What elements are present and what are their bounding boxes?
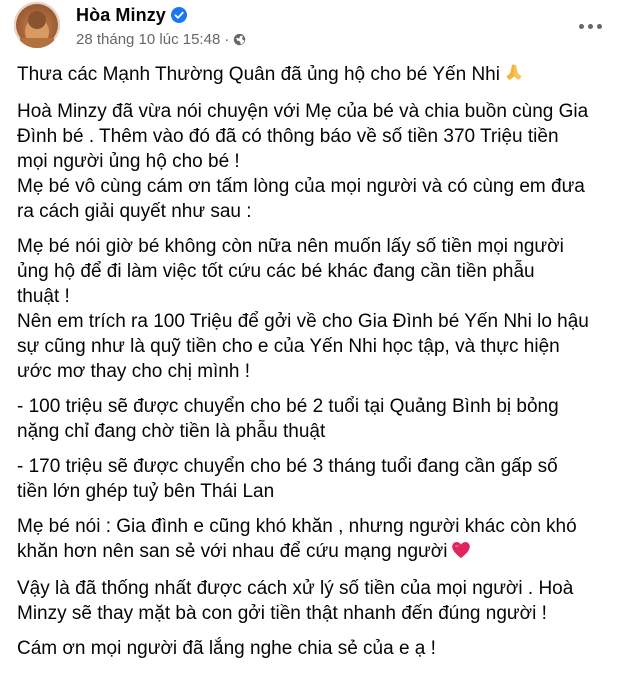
text-line: mọi người ủng hộ cho bé ! [17,151,240,172]
post-timestamp[interactable]: 28 tháng 10 lúc 15:48 [76,30,221,48]
red-heart-emoji [451,541,471,566]
text-line: Cám ơn mọi người đã lắng nghe chia sẻ của e ạ ! [17,638,436,659]
text-line: Vậy là đã thống nhất được cách xử lý số tiền của mọi người . Hoà [17,578,574,599]
text-line: tiền lớn ghép tuỷ bên Thái Lan [17,481,275,502]
text-line: Mẹ bé vô cùng cám ơn tấm lòng của mọi người và có cùng em đưa [17,176,585,197]
post-paragraph [17,62,613,89]
text-line: sự cũng như là quỹ tiền cho e của Yến Nhi học tập, và thực hiện [17,336,560,357]
text-line: Hoà Minzy đã vừa nói chuyện với Mẹ của bé và chia buồn cùng Gia [17,101,589,122]
post-header [0,0,620,56]
text-line: - 100 triệu sẽ được chuyển cho bé 2 tuổi tại Quảng Bình bị bỏng [17,396,559,417]
text-line: - 170 triệu sẽ được chuyển cho bé 3 tháng tuổi đang cần gấp số [17,456,558,477]
author-name[interactable]: Hòa Minzy [76,4,166,25]
author-line [76,3,187,27]
text-line: Nên em trích ra 100 Triệu để gởi về cho Gia Đình bé Yến Nhi lo hậu [17,311,589,332]
text-line: ước mơ thay cho chị mình ! [17,361,250,382]
post-paragraph [17,394,613,444]
more-options-button[interactable] [572,8,608,44]
post-paragraph [17,576,613,626]
folded-hands-emoji [504,62,524,89]
text-line: Thưa các Mạnh Thường Quân đã ủng hộ cho bé Yến Nhi [17,62,613,89]
globe-icon[interactable] [233,33,246,46]
text-line: khăn hơn nên san sẻ với nhau để cứu mạng người [17,539,613,566]
post-paragraph [17,514,613,566]
meta-separator: · [224,30,230,48]
more-horizontal-icon [579,24,602,29]
text-line: Mẹ bé nói : Gia đình e cũng khó khăn , nhưng người khác còn khó [17,516,577,537]
post-meta [76,29,246,49]
text-line: Mẹ bé nói giờ bé không còn nữa nên muốn lấy số tiền mọi người [17,236,564,257]
post-paragraph [17,454,613,504]
post-text [17,62,613,671]
post-paragraph [17,234,613,384]
text-line: Minzy sẽ thay mặt bà con gởi tiền thật nhanh đến đúng người ! [17,603,547,624]
post-paragraph [17,99,613,224]
text-line: Đình bé . Thêm vào đó đã có thông báo về số tiền 370 Triệu tiền [17,126,559,147]
text-line: ra cách giải quyết như sau : [17,201,252,222]
text-line: thuật ! [17,286,70,307]
verified-badge-icon [171,7,187,23]
post-paragraph [17,636,613,661]
author-avatar[interactable] [14,2,60,48]
text-line: ủng hộ để đi làm việc tốt cứu các bé khác đang cần tiền phẫu [17,261,535,282]
text-line: nặng chỉ đang chờ tiền là phẫu thuật [17,421,326,442]
